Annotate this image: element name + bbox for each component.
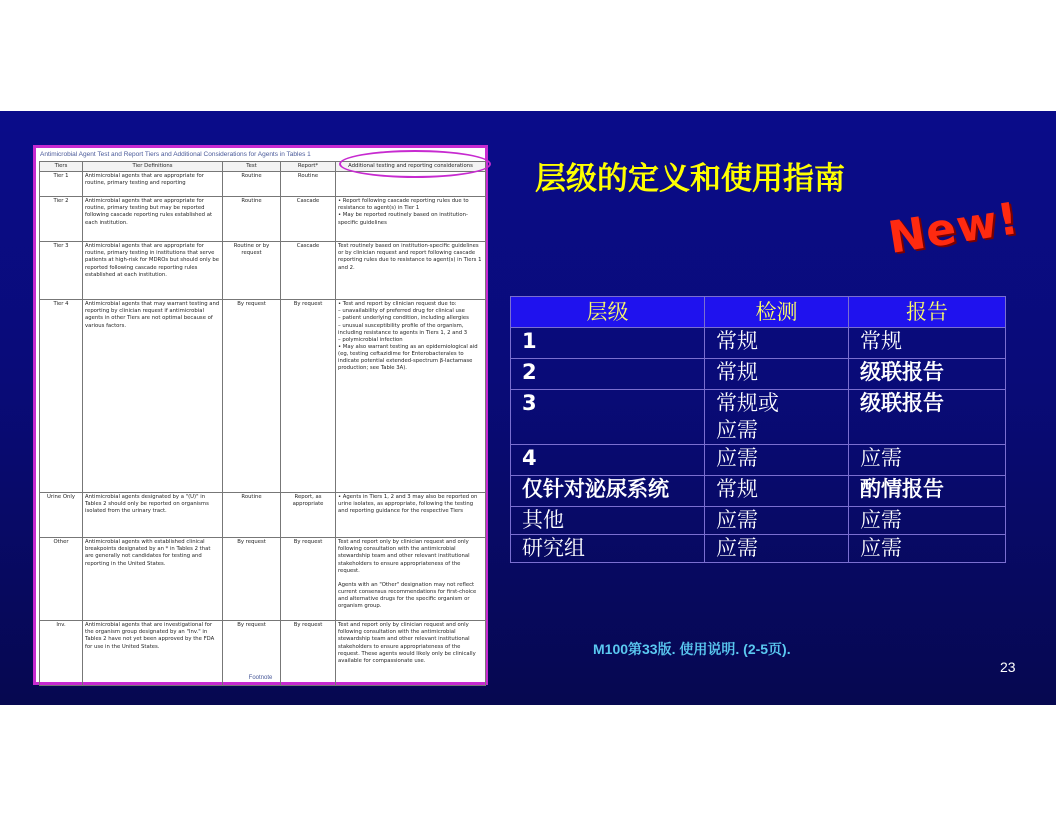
tier-cell: 酌情报告 — [849, 476, 1006, 507]
doc-cell: Other — [40, 538, 83, 621]
tier-cell: 1 — [511, 328, 705, 359]
tier-cell: 其他 — [511, 507, 705, 535]
doc-row — [40, 493, 486, 538]
doc-cell: Tier 1 — [40, 172, 83, 197]
doc-cell: Routine — [223, 172, 281, 197]
doc-cell: Test routinely based on institution-specific guidelines or by clinician request and report following cascade reporting rules due to resistance to agent(s) in Tiers 1 and 2. — [336, 242, 486, 300]
tier-row — [511, 359, 1006, 390]
highlight-ellipse — [339, 150, 491, 178]
doc-row — [40, 538, 486, 621]
doc-cell: Tier 3 — [40, 242, 83, 300]
tier-cell: 3 — [511, 390, 705, 445]
doc-row — [40, 300, 486, 493]
doc-cell: Routine — [223, 493, 281, 538]
doc-header-1: Tier Definitions — [83, 162, 223, 172]
tier-cell: 应需 — [849, 445, 1006, 476]
doc-cell: Urine Only — [40, 493, 83, 538]
tier-cell: 应需 — [849, 507, 1006, 535]
doc-cell: Antimicrobial agents that may warrant testing and reporting by clinician request if antimicrobial agents in other Tiers are not optimal because of various factors. — [83, 300, 223, 493]
doc-cell: Routine — [223, 197, 281, 242]
doc-cell: Antimicrobial agents designated by a "(U)" in Tables 2 should only be reported on organisms isolated from the urinary tract. — [83, 493, 223, 538]
doc-header-0: Tiers — [40, 162, 83, 172]
doc-header-3: Report* — [281, 162, 336, 172]
doc-cell: Inv. — [40, 621, 83, 686]
tier-cell: 常规或 应需 — [705, 390, 849, 445]
tier-row — [511, 507, 1006, 535]
slide — [0, 111, 1056, 705]
doc-cell: By request — [281, 538, 336, 621]
tier-cell: 4 — [511, 445, 705, 476]
tier-cell: 级联报告 — [849, 390, 1006, 445]
tier-cell: 研究组 — [511, 535, 705, 563]
doc-cell: Tier 2 — [40, 197, 83, 242]
slide-title: 层级的定义和使用指南 — [535, 161, 845, 197]
tier-row — [511, 328, 1006, 359]
tier-cell: 应需 — [705, 445, 849, 476]
tier-cell: 应需 — [849, 535, 1006, 563]
doc-cell: Antimicrobial agents with established clinical breakpoints designated by an * in Tables 2 that are generally not candidates for testing and reporting in the United States. — [83, 538, 223, 621]
page-number: 23 — [1000, 659, 1016, 675]
doc-row — [40, 242, 486, 300]
tier-header-1: 检测 — [705, 297, 849, 328]
tier-header-0: 层级 — [511, 297, 705, 328]
doc-cell: Routine or by request — [223, 242, 281, 300]
doc-cell: Tier 4 — [40, 300, 83, 493]
tier-row — [511, 445, 1006, 476]
doc-cell: Antimicrobial agents that are investigational for the organism group designated by an "Inv." in Tables 2 have not yet been approved by the FDA for use in the United States. — [83, 621, 223, 686]
guideline-table — [39, 161, 486, 686]
guideline-table-image — [33, 145, 488, 685]
tier-cell: 应需 — [705, 535, 849, 563]
tier-cell: 常规 — [705, 359, 849, 390]
doc-cell: Cascade — [281, 242, 336, 300]
document-title: Antimicrobial Agent Test and Report Tiers and Additional Considerations for Agents in Tables 1 — [40, 151, 311, 158]
tier-row — [511, 476, 1006, 507]
doc-cell: • Test and report by clinician request due to: – unavailability of preferred drug for clinical use – patient underlying condition, including allergies – unusual susceptibility profile of the organism, including resistance to agents in Tiers 1, 2 and 3 – polymicrobial infection • May also warrant testing as an epidemiological aid (eg, testing ceftazidime for Enterobacterales to indicate potential extended-spectrum β-lactamase production; see Table 3A). — [336, 300, 486, 493]
doc-cell: By request — [281, 300, 336, 493]
tier-cell: 2 — [511, 359, 705, 390]
tier-header-2: 报告 — [849, 297, 1006, 328]
tier-cell: 应需 — [705, 507, 849, 535]
tier-cell: 常规 — [849, 328, 1006, 359]
tier-cell: 级联报告 — [849, 359, 1006, 390]
doc-cell: Antimicrobial agents that are appropriate for routine, primary testing and reporting — [83, 172, 223, 197]
doc-cell: Report, as appropriate — [281, 493, 336, 538]
tier-cell: 常规 — [705, 476, 849, 507]
doc-cell: • Agents in Tiers 1, 2 and 3 may also be reported on urine isolates, as appropriate, following the testing and reporting guidance for the respective Tiers — [336, 493, 486, 538]
doc-cell: Cascade — [281, 197, 336, 242]
doc-cell: By request — [223, 621, 281, 686]
doc-cell: By request — [223, 538, 281, 621]
doc-cell: By request — [281, 621, 336, 686]
doc-header-2: Test — [223, 162, 281, 172]
tier-cell: 常规 — [705, 328, 849, 359]
tier-row — [511, 390, 1006, 445]
doc-cell: Antimicrobial agents that are appropriate for routine, primary testing in institutions that serve patients at high-risk for MDROs but should only be reported following cascade reporting rules established at each institution. — [83, 242, 223, 300]
doc-cell: Test and report only by clinician request and only following consultation with the antimicrobial stewardship team and other relevant institutional stakeholders to ensure appropriateness of the request. Agents with an "Other" designation may not reflect current consensus recommendations for first-choice and alternative drugs for the specific organism or organism group. — [336, 538, 486, 621]
tier-cell: 仅针对泌尿系统 — [511, 476, 705, 507]
new-badge: New! — [884, 193, 1023, 264]
document-footnote: Footnote — [248, 675, 273, 681]
doc-cell: Test and report only by clinician request and only following consultation with the antimicrobial stewardship team and other relevant institutional stakeholders to ensure appropriateness of the request. These agents would likely only be clinically available for compassionate use. — [336, 621, 486, 686]
doc-cell: Routine — [281, 172, 336, 197]
tier-row — [511, 535, 1006, 563]
source-caption: M100第33版. 使用说明. (2-5页). — [593, 641, 791, 657]
doc-cell: Antimicrobial agents that are appropriate for routine, primary testing but may be reported following cascade reporting rules established at each institution. — [83, 197, 223, 242]
tier-summary-table — [510, 296, 1006, 563]
doc-row — [40, 197, 486, 242]
doc-header-4: Additional testing and reporting considerations — [336, 162, 486, 172]
doc-cell: • Report following cascade reporting rules due to resistance to agent(s) in Tier 1 • May be reported routinely based on institution-specific guidelines — [336, 197, 486, 242]
doc-cell: By request — [223, 300, 281, 493]
